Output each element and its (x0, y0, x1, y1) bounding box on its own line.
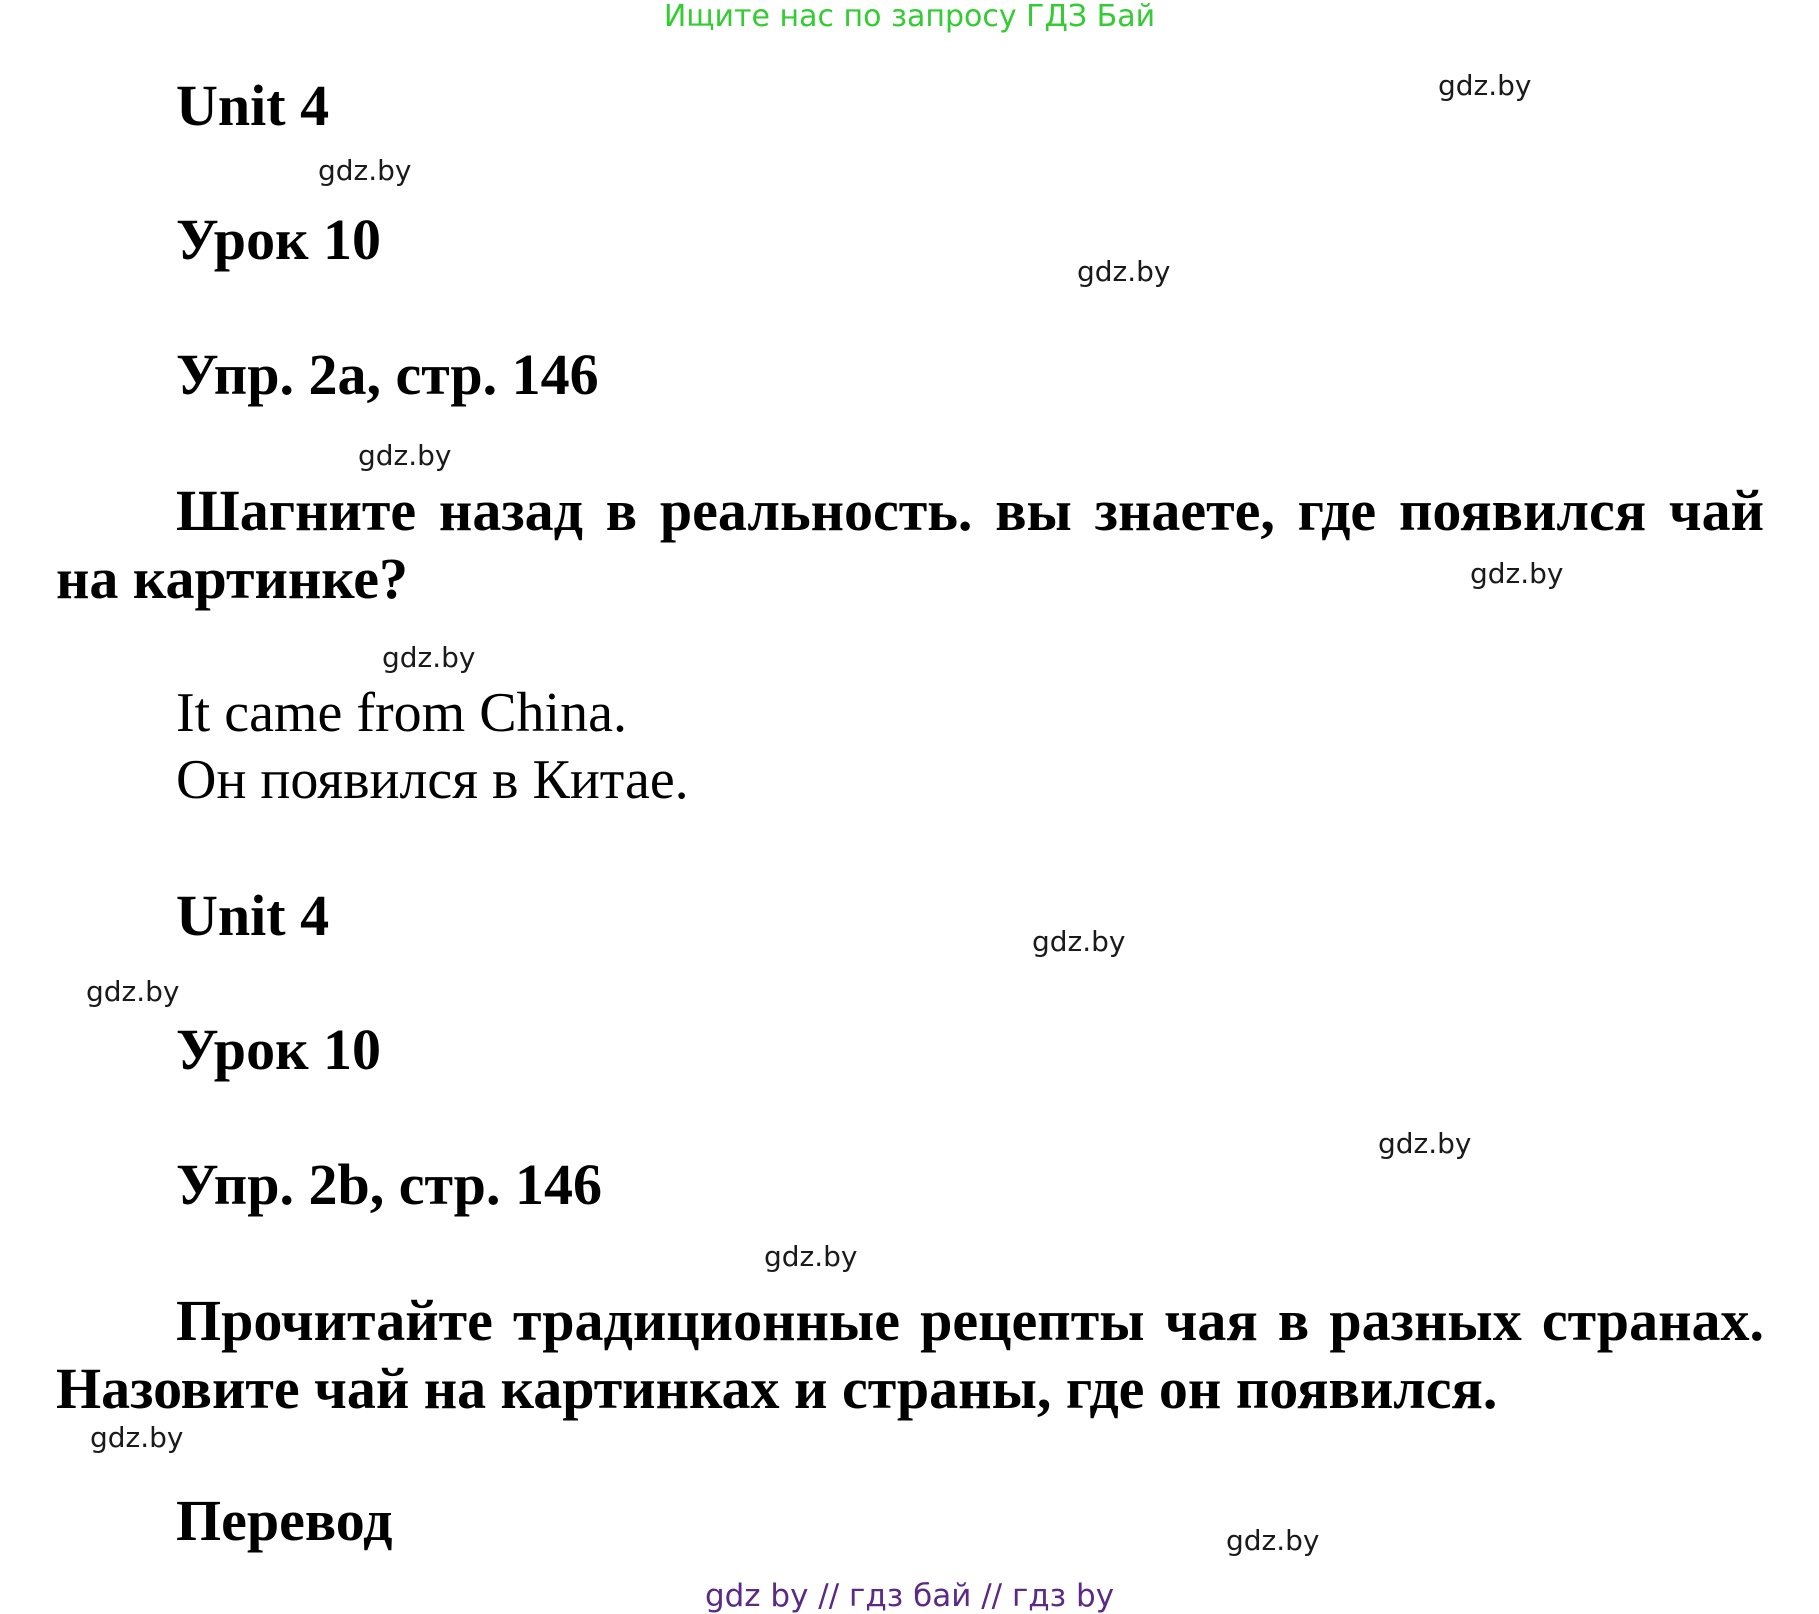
watermark: gdz.by (1470, 557, 1564, 590)
watermark: gdz.by (1077, 255, 1171, 288)
translation-heading: Перевод (176, 1488, 393, 1553)
exercise-heading: Упр. 2a, стр. 146 (176, 342, 599, 407)
answer-english: It came from China. (176, 682, 627, 744)
watermark: gdz.by (1438, 69, 1532, 102)
lesson-heading: Урок 10 (176, 1017, 381, 1082)
watermark: gdz.by (1378, 1127, 1472, 1160)
watermark: gdz.by (382, 641, 476, 674)
search-banner (0, 0, 1819, 34)
watermark: gdz.by (358, 439, 452, 472)
task-text: Прочитайте традиционные рецепты чая в разных странах. Назовите чай на картинках и страны, где он появился. (56, 1288, 1764, 1421)
watermark: gdz.by (86, 975, 180, 1008)
task-text: Шагните назад в реальность. вы знаете, где появился чай на картинке? (56, 478, 1764, 611)
lesson-heading: Урок 10 (176, 207, 381, 272)
exercise-heading: Упр. 2b, стр. 146 (176, 1152, 602, 1217)
answer-russian: Он появился в Китае. (176, 749, 689, 811)
watermark: gdz.by (1226, 1524, 1320, 1557)
watermark: gdz.by (1032, 925, 1126, 958)
footer-links[interactable]: gdz by // гдз бай // гдз by (704, 1578, 1115, 1614)
search-banner-link[interactable]: Ищите нас по запросу ГДЗ Бай (663, 0, 1156, 34)
watermark: gdz.by (764, 1240, 858, 1273)
watermark: gdz.by (318, 154, 412, 187)
unit-heading: Unit 4 (176, 883, 330, 948)
watermark: gdz.by (90, 1421, 184, 1454)
unit-heading: Unit 4 (176, 73, 330, 138)
